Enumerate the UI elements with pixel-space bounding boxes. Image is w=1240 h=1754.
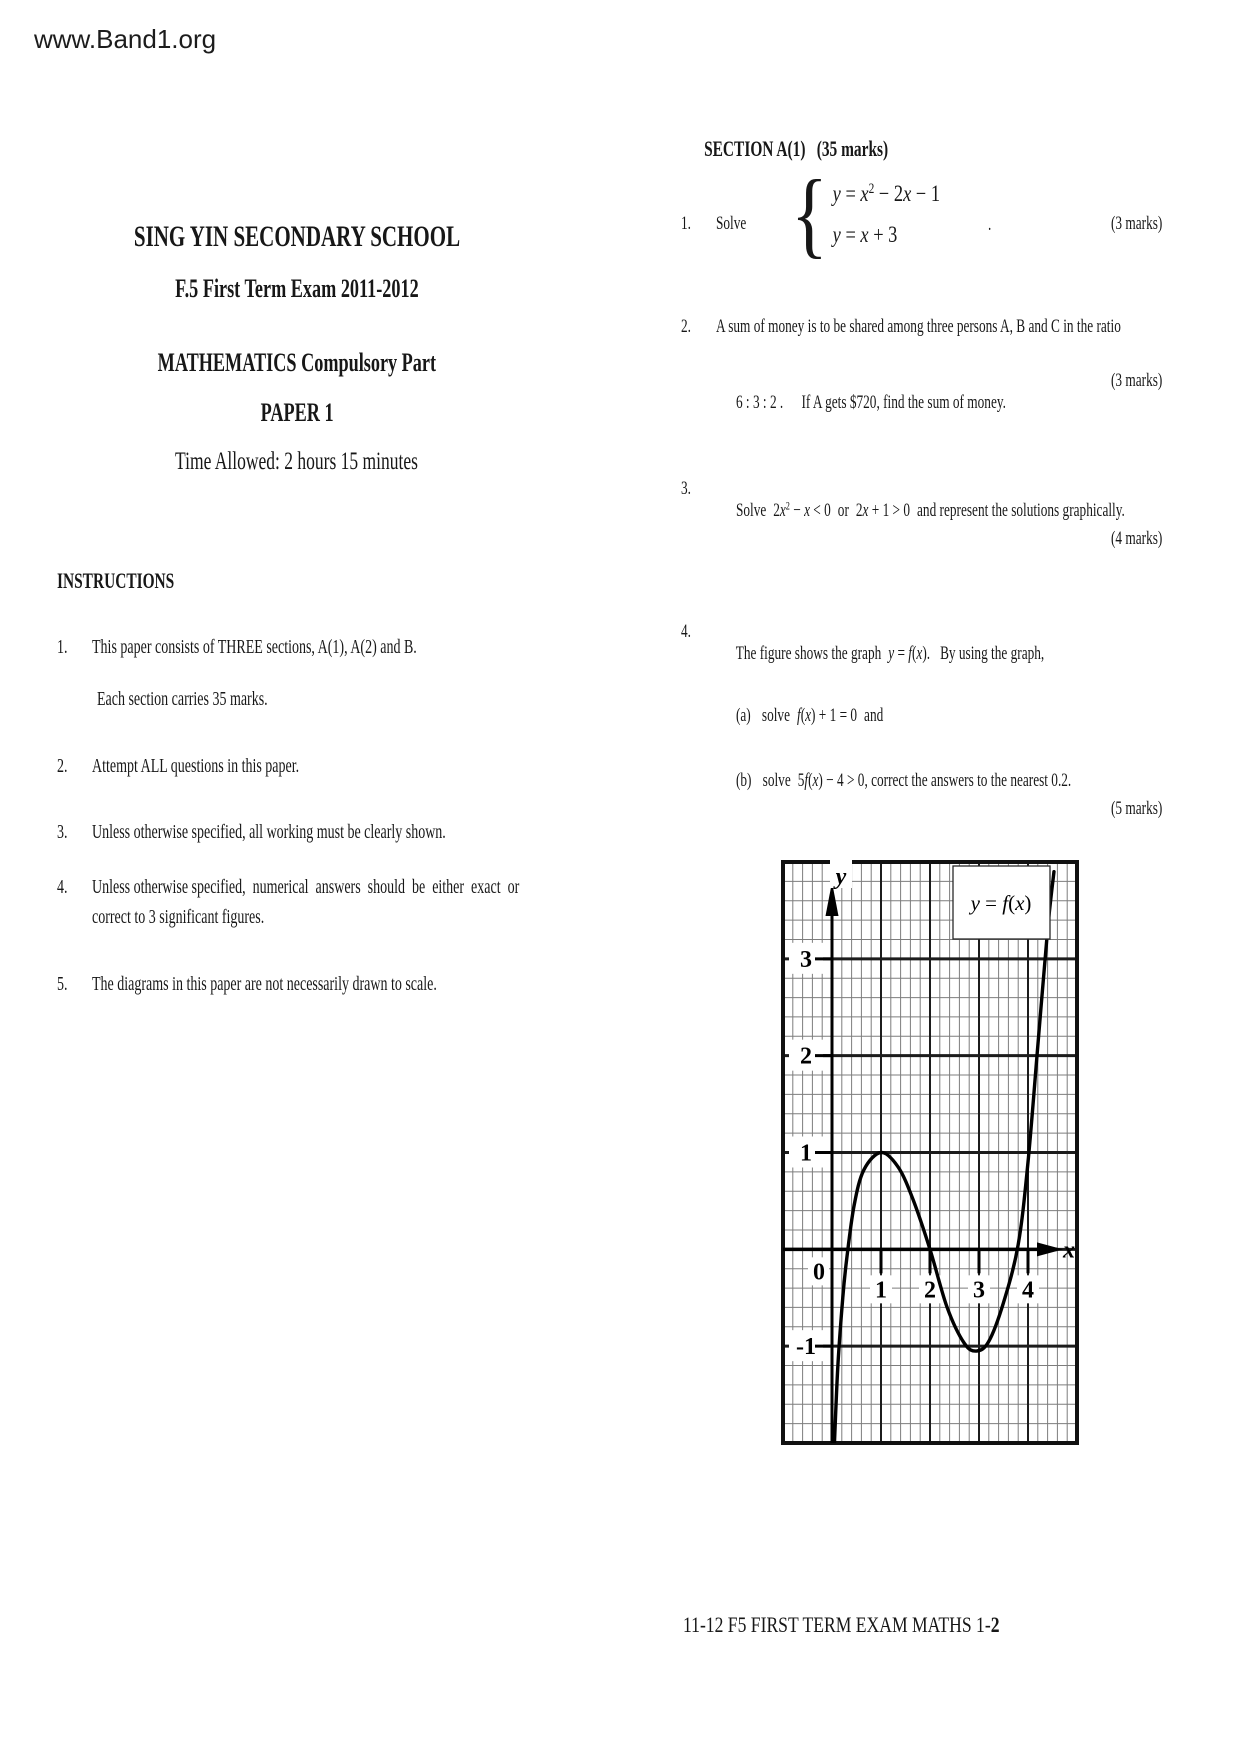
q4-number: 4. (681, 621, 691, 642)
q4b-math: 5f(x) − 4 > 0 (797, 770, 865, 791)
footer-page-number: 2 (990, 1612, 1000, 1637)
system-brace: { (791, 160, 828, 267)
q2-number: 2. (681, 316, 691, 337)
svg-text:y = f(x): y = f(x) (970, 891, 1032, 915)
instruction-item-2-line1: Attempt ALL questions in this paper. (92, 755, 300, 777)
function-graph (781, 858, 1079, 1446)
instruction-item-4: 4. (57, 876, 68, 898)
q4-lead: The figure shows the graph (735, 643, 882, 664)
q4-line1 (716, 621, 1185, 687)
q4a-verb: solve (761, 705, 790, 726)
instruction-item-4-line1: Unless otherwise specified, numerical answers should be either exact or (92, 876, 520, 898)
instructions-title: INSTRUCTIONS (57, 568, 175, 593)
q1-verb: Solve (716, 213, 747, 234)
q4b-tail: , correct the answers to the nearest 0.2. (864, 770, 1072, 791)
section-title: SECTION A(1) (704, 136, 806, 161)
q1-equation-system (791, 162, 977, 266)
paper-title: PAPER 1 (260, 398, 334, 427)
site-watermark (34, 24, 216, 55)
q4-marks: (5 marks) (1110, 798, 1162, 819)
school-name: SING YIN SECONDARY SCHOOL (133, 220, 461, 253)
instruction-item-1: 1. (57, 636, 68, 658)
section-marks: (35 marks) (816, 136, 889, 161)
q1-number: 1. (681, 213, 691, 234)
q4b-label: (b) (735, 770, 752, 791)
q2-line2 (716, 370, 1130, 436)
svg-text:2: 2 (924, 1277, 936, 1304)
q3-tail: and represent the solutions graphically. (917, 500, 1125, 521)
svg-text:4: 4 (1022, 1277, 1034, 1304)
page-footer (683, 1612, 1079, 1638)
q3-math-2: 2x + 1 > 0 (855, 500, 911, 521)
svg-text:-1: -1 (796, 1334, 816, 1361)
instruction-item-2: 2. (57, 755, 68, 777)
q1-marks: (3 marks) (1110, 213, 1162, 234)
q2-line1: A sum of money is to be shared among three persons A, B and C in the ratio (716, 316, 1121, 337)
exam-title: F.5 First Term Exam 2011-2012 (175, 274, 419, 303)
q4a-label: (a) (735, 705, 751, 726)
q4a-math: f(x) + 1 = 0 (796, 705, 858, 726)
site-url: www.Band1.org (34, 24, 217, 54)
footer-text: 11-12 F5 FIRST TERM EXAM MATHS 1- (683, 1612, 991, 1637)
svg-text:3: 3 (800, 946, 812, 973)
q1-period: . (988, 214, 992, 235)
q2-ratio: 6 : 3 : 2 . (735, 392, 784, 413)
svg-text:2: 2 (800, 1043, 812, 1070)
subject-title: MATHEMATICS Compulsory Part (157, 348, 437, 377)
instruction-item-5: 5. (57, 973, 68, 995)
q3-verb: Solve (735, 500, 767, 521)
instruction-item-5-line1: The diagrams in this paper are not necessarily drawn to scale. (92, 973, 437, 995)
svg-text:3: 3 (973, 1277, 985, 1304)
svg-text:1: 1 (800, 1140, 812, 1167)
q4b-verb: solve (762, 770, 791, 791)
instruction-item-1-line2: Each section carries 35 marks. (97, 688, 268, 710)
q4a-tail: and (864, 705, 884, 726)
q2-marks: (3 marks) (1110, 370, 1162, 391)
instruction-item-1-line1: This paper consists of THREE sections, A(1), A(2) and B. (92, 636, 417, 658)
svg-text:y: y (835, 864, 847, 890)
instruction-item-3-line1: Unless otherwise specified, all working must be clearly shown. (92, 821, 446, 843)
q4-lead2: . By using the graph, (926, 643, 1045, 664)
q2-line2-text: If A gets $720, find the sum of money. (801, 392, 1006, 413)
q3-math-1: $2x^2 - x < 0$ (773, 499, 831, 521)
svg-text:0: 0 (813, 1259, 825, 1286)
q1-equation-1: $y = x^2 - 2x - 1$ (832, 180, 941, 206)
instruction-item-3: 3. (57, 821, 68, 843)
q3-marks: (4 marks) (1110, 528, 1162, 549)
q4-math-1: y = f(x) (888, 643, 927, 664)
q3-or: or (837, 500, 849, 521)
instruction-item-4-line2: correct to 3 significant figures. (92, 906, 265, 928)
time-allowed: Time Allowed: 2 hours 15 minutes (175, 448, 419, 475)
svg-text:x: x (1063, 1237, 1075, 1264)
q1-equation-2: y = x + 3 (832, 221, 898, 247)
svg-text:1: 1 (875, 1277, 887, 1304)
q4-part-a (716, 683, 955, 749)
q3-number: 3. (681, 478, 691, 499)
